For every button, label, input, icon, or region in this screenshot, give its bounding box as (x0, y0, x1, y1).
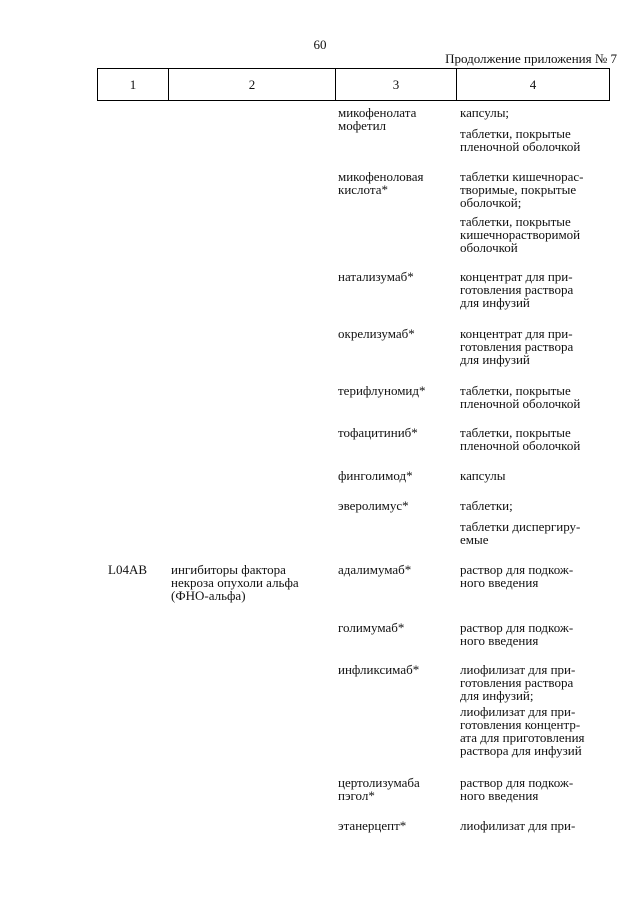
dosage-form: таблетки, покрытые пленочной оболочкой (460, 383, 581, 411)
drug-name: тофацитиниб* (338, 425, 418, 440)
header-col-4: 4 (529, 77, 537, 92)
table-header (97, 68, 610, 101)
dosage-form: раствор для подкож- ного введения (460, 620, 574, 648)
drug-name: инфликсимаб* (338, 662, 420, 677)
page-number: 60 (313, 37, 327, 52)
appendix-continuation-note: Продолжение приложения № 7 (445, 51, 617, 66)
header-col-2: 2 (169, 69, 336, 100)
dosage-form: таблетки кишечнорас- творимые, покрытые оболочкой; (460, 169, 584, 210)
dosage-form: концентрат для при- готовления раствора для инфузий (460, 269, 574, 310)
dosage-form: раствор для подкож- ного введения (460, 775, 574, 803)
drug-name: окрелизумаб* (338, 326, 415, 341)
dosage-form: капсулы (460, 468, 506, 483)
dosage-form: таблетки, покрытые пленочной оболочкой (460, 425, 581, 453)
header-col-3: 3 (336, 69, 457, 100)
drug-name: цертолизумаба пэгол* (338, 775, 420, 803)
drug-name: терифлуномид* (338, 383, 426, 398)
dosage-form: таблетки, покрытые кишечнорастворимой оболочкой (460, 214, 581, 255)
drug-name: финголимод* (338, 468, 413, 483)
dosage-form: раствор для подкож- ного введения (460, 562, 574, 590)
atc-code: L04AB (108, 562, 147, 577)
dosage-form: таблетки диспергиру- емые (460, 519, 581, 547)
dosage-form: таблетки; (460, 498, 513, 513)
dosage-form: концентрат для при- готовления раствора для инфузий (460, 326, 574, 367)
drug-name: натализумаб* (338, 269, 414, 284)
drug-name: эверолимус* (338, 498, 409, 513)
drug-name: микофенолата мофетил (338, 105, 417, 133)
header-col-1: 1 (98, 69, 169, 100)
dosage-form: лиофилизат для при- готовления концентр- ата для приготовления раствора для инфузий (460, 704, 585, 758)
drug-name: голимумаб* (338, 620, 405, 635)
pharmacological-group: ингибиторы фактора некроза опухоли альфа (ФНО-альфа) (171, 562, 299, 603)
dosage-form: лиофилизат для при- готовления раствора для инфузий; (460, 662, 576, 703)
dosage-form: лиофилизат для при- (460, 818, 576, 833)
drug-name: этанерцепт* (338, 818, 407, 833)
dosage-form: таблетки, покрытые пленочной оболочкой (460, 126, 581, 154)
drug-name: адалимумаб* (338, 562, 412, 577)
dosage-form: капсулы; (460, 105, 510, 120)
drug-name: микофеноловая кислота* (338, 169, 424, 197)
